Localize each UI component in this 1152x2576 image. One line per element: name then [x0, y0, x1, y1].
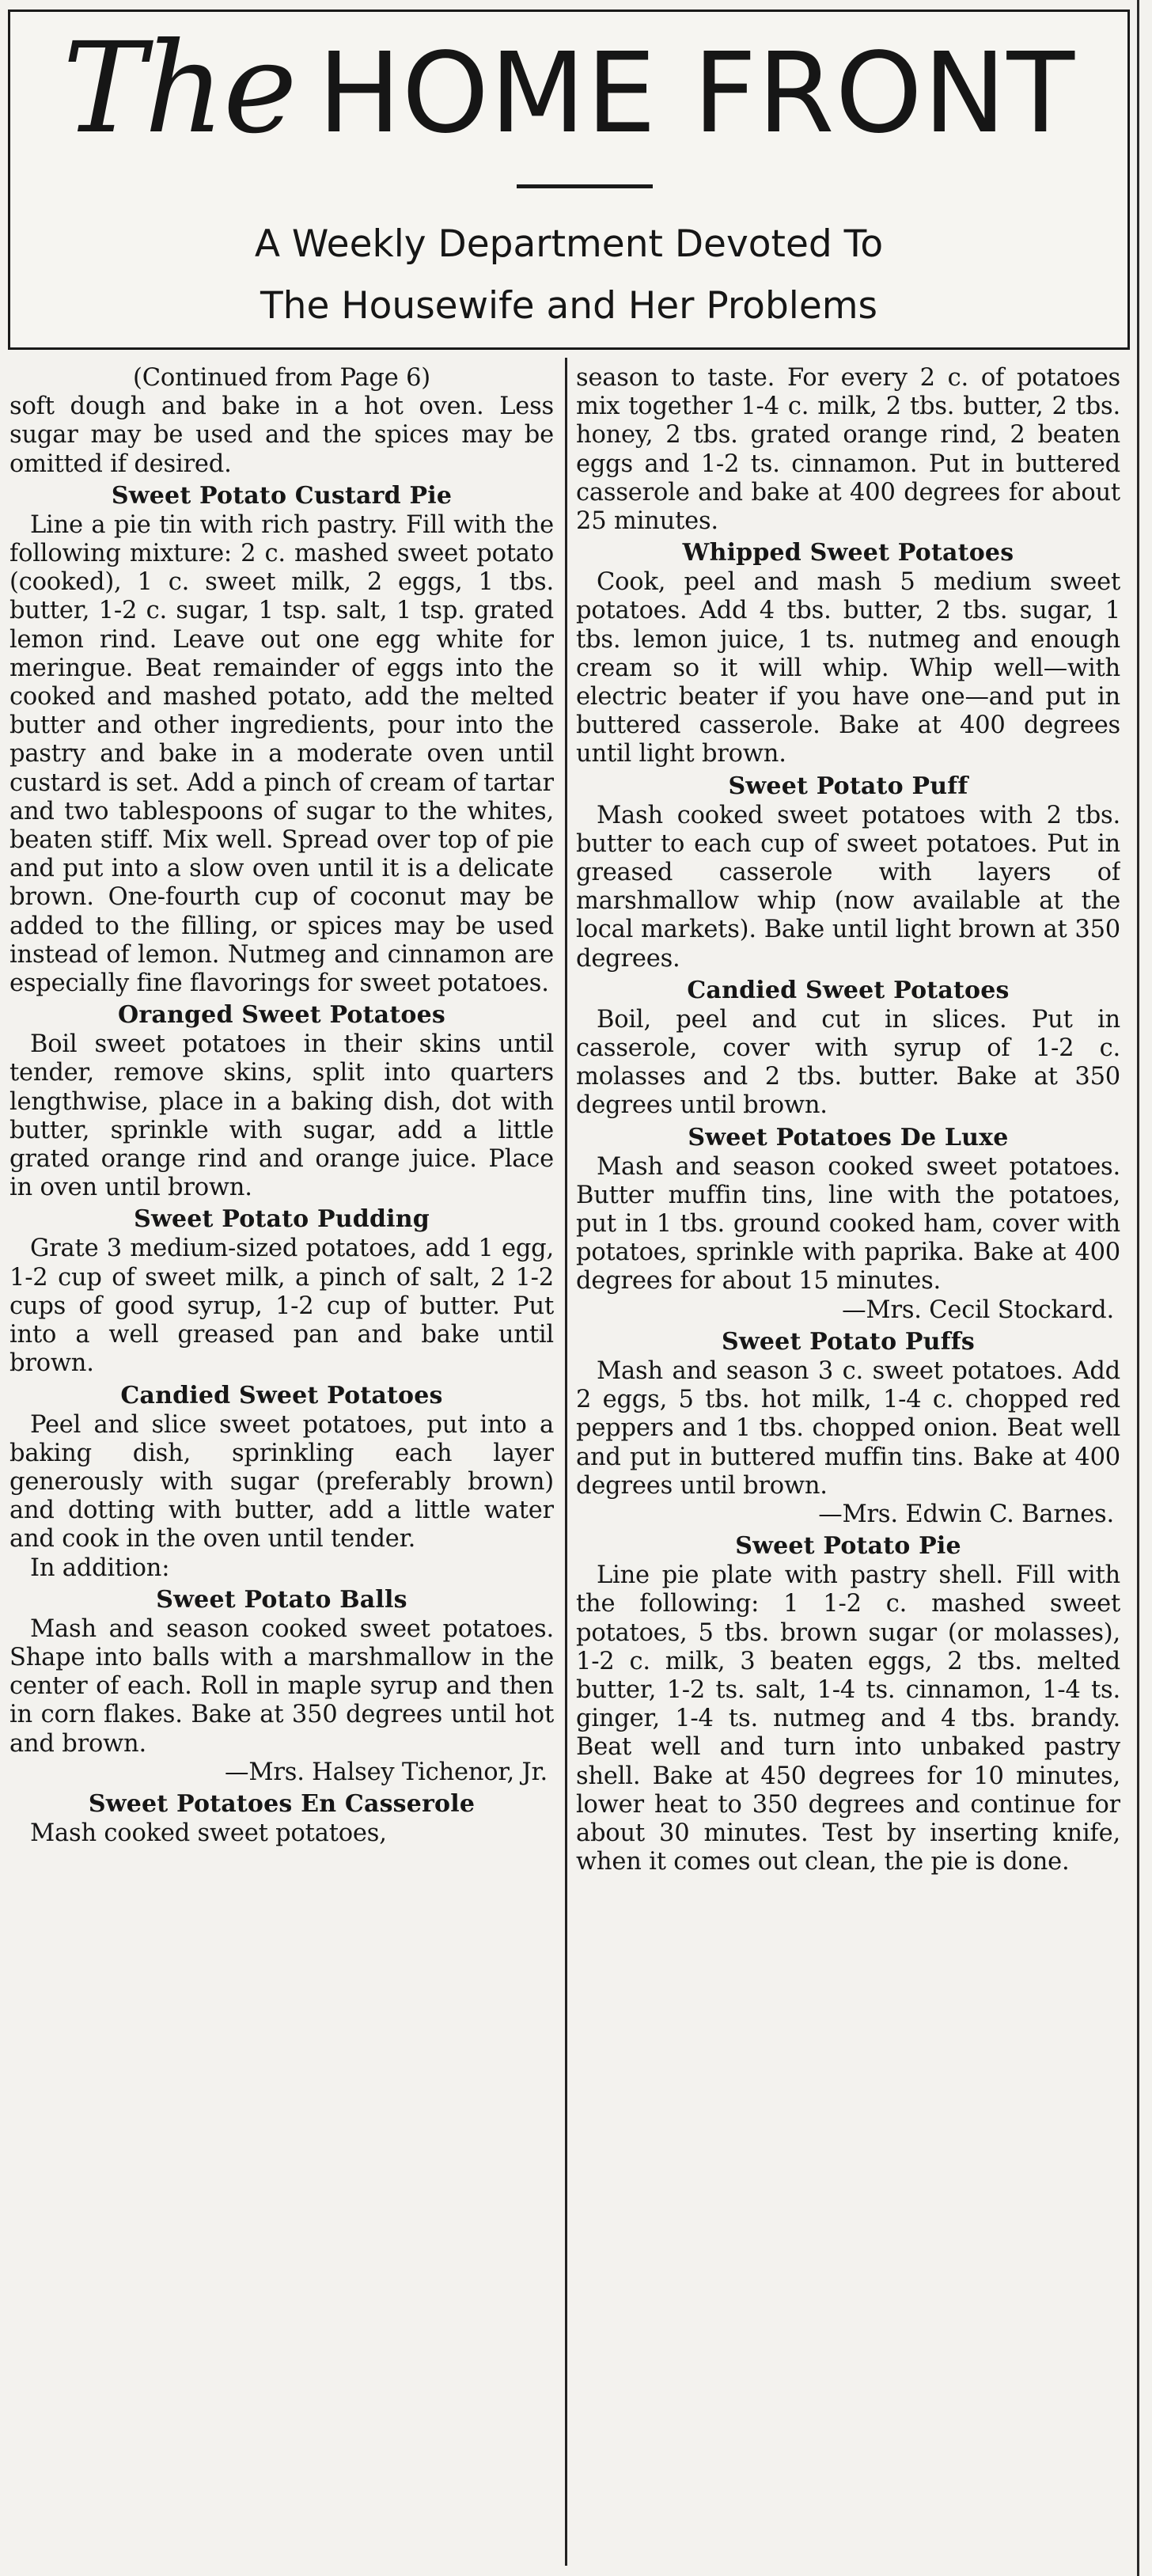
- recipe-body-deluxe: Mash and season cooked sweet potatoes. Butter muffin tins, line with the potatoes, put in 1 tbs. ground cooked ham, cover with potatoes, sprinkle with paprika. Bake at 400 degrees for about 15 minutes.: [576, 1152, 1120, 1296]
- masthead-subtitle-line1: A Weekly Department Devoted To: [254, 222, 884, 266]
- recipe-body-candied-1: Peel and slice sweet potatoes, put into a baking dish, sprinkling each layer generously with sugar (preferably brown) and dotting with butter, add a little water and cook in the oven until tender.: [9, 1410, 554, 1554]
- intro-paragraph: soft dough and bake in a hot oven. Less sugar may be used and the spices may be omitted if desired.: [9, 393, 554, 478]
- column-divider: [565, 358, 567, 2566]
- recipe-title-candied-2: Candied Sweet Potatoes: [687, 976, 1010, 1004]
- recipe-body-balls: Mash and season cooked sweet potatoes. Shape into balls with a marshmallow in the center of each. Roll in maple syrup and then in corn flakes. Bake at 350 degrees until hot and brown.: [9, 1614, 554, 1758]
- recipe-body-whipped: Cook, peel and mash 5 medium sweet potatoes. Add 4 tbs. butter, 2 tbs. sugar, 1 tbs. lemon juice, 1 ts. nutmeg and enough cream so it will whip. Whip well—with electric beater if you have one—and put in buttered casserole. Bake at 400 degrees until light brown.: [576, 568, 1120, 768]
- recipe-body-oranged: Boil sweet potatoes in their skins until tender, remove skins, split into quarters lengthwise, place in a baking dish, dot with butter, sprinkle with sugar, add a little grated orange rind and orange juice. Place in oven until brown.: [9, 1030, 554, 1202]
- recipe-body-puff: Mash cooked sweet potatoes with 2 tbs. butter to each cup of sweet potatoes. Put in greased casserole with layers of marshmallow whip (now available at the local markets). Bake until light brown at 350 degrees.: [576, 801, 1120, 973]
- recipe-body-puffs: Mash and season 3 c. sweet potatoes. Add 2 eggs, 5 tbs. hot milk, 1-4 c. chopped red peppers and 1 tbs. chopped onion. Beat well and put in buttered muffin tins. Bake at 400 degrees until brown.: [576, 1356, 1120, 1500]
- signature-tichenor: —Mrs. Halsey Tichenor, Jr.: [225, 1758, 548, 1786]
- recipe-title-casserole: Sweet Potatoes En Casserole: [88, 1789, 476, 1818]
- recipe-title-whipped: Whipped Sweet Potatoes: [682, 539, 1014, 567]
- masthead-subtitle-line2: The Housewife and Her Problems: [260, 284, 878, 328]
- recipe-body-pudding: Grate 3 medium-sized potatoes, add 1 egg, 1-2 cup of sweet milk, a pinch of salt, 2 1-2 cups of good syrup, 1-2 cup of butter. Put into a well greased pan and bake until brown.: [9, 1235, 554, 1378]
- recipe-title-oranged: Oranged Sweet Potatoes: [118, 1001, 445, 1030]
- masthead-title-main: HOME FRONT: [317, 29, 1076, 158]
- recipe-title-deluxe: Sweet Potatoes De Luxe: [688, 1123, 1009, 1151]
- recipe-title-puffs: Sweet Potato Puffs: [721, 1327, 975, 1356]
- left-column: [9, 364, 554, 2560]
- right-column: [576, 364, 1120, 2560]
- masthead-title-the: The: [62, 16, 296, 161]
- recipe-title-balls: Sweet Potato Balls: [156, 1585, 407, 1614]
- recipe-title-pie: Sweet Potato Pie: [735, 1532, 961, 1561]
- recipe-title-pudding: Sweet Potato Pudding: [134, 1205, 430, 1234]
- recipe-body-pie: Line pie plate with pastry shell. Fill with the following: 1 1-2 c. mashed sweet potatoes, 5 tbs. brown sugar (or molasses), 1-2 c. milk, 3 beaten eggs, 2 tbs. melted butter, 1-2 ts. salt, 1-4 ts. cinnamon, 1-4 ts. ginger, 1-4 ts. nutmeg and 4 tbs. brandy. Beat well and turn into unbaked pastry shell. Bake at 450 degrees for 10 minutes, lower heat to 350 degrees and continue for about 30 minutes. Test by inserting knife, when it comes out clean, the pie is done.: [576, 1561, 1120, 1876]
- masthead: [8, 9, 1130, 350]
- recipe-body-casserole-continued: season to taste. For every 2 c. of potatoes mix together 1-4 c. milk, 2 tbs. butter, 2 tbs. honey, 2 tbs. grated orange rind, 2 beaten eggs and 1-2 ts. cinnamon. Put in buttered casserole and bake at 400 degrees for about 25 minutes.: [576, 364, 1120, 536]
- in-addition-note: In addition:: [30, 1554, 170, 1582]
- page-edge-rule: [1137, 0, 1139, 2576]
- recipe-title-candied-1: Candied Sweet Potatoes: [120, 1381, 443, 1409]
- recipe-body-candied-2: Boil, peel and cut in slices. Put in casserole, cover with syrup of 1-2 c. molasses and 2 tbs. butter. Bake at 350 degrees until brown.: [576, 1005, 1120, 1120]
- masthead-rule: [517, 184, 653, 188]
- recipe-title-custard-pie: Sweet Potato Custard Pie: [111, 481, 453, 510]
- signature-stockard: —Mrs. Cecil Stockard.: [842, 1296, 1114, 1324]
- signature-barnes: —Mrs. Edwin C. Barnes.: [818, 1500, 1114, 1528]
- continued-note: (Continued from Page 6): [133, 364, 430, 392]
- masthead-title: [10, 16, 1127, 161]
- recipe-body-casserole: Mash cooked sweet potatoes,: [30, 1819, 387, 1847]
- recipe-title-puff: Sweet Potato Puff: [728, 772, 968, 800]
- recipe-body-custard-pie: Line a pie tin with rich pastry. Fill with the following mixture: 2 c. mashed sweet potato (cooked), 1 c. sweet milk, 2 eggs, 1 tbs. butter, 1-2 c. sugar, 1 tsp. salt, 1 tsp. grated lemon rind. Leave out one egg white for meringue. Beat remainder of eggs into the cooked and mashed potato, add the melted butter and other ingredients, pour into the pastry and bake in a moderate oven until custard is set. Add a pinch of cream of tartar and two tablespoons of sugar to the whites, beaten stiff. Mix well. Spread over top of pie and put into a slow oven until it is a delicate brown. One-fourth cup of coconut may be added to the filling, or spices may be used instead of lemon. Nutmeg and cinnamon are especially fine flavorings for sweet potatoes.: [9, 510, 554, 998]
